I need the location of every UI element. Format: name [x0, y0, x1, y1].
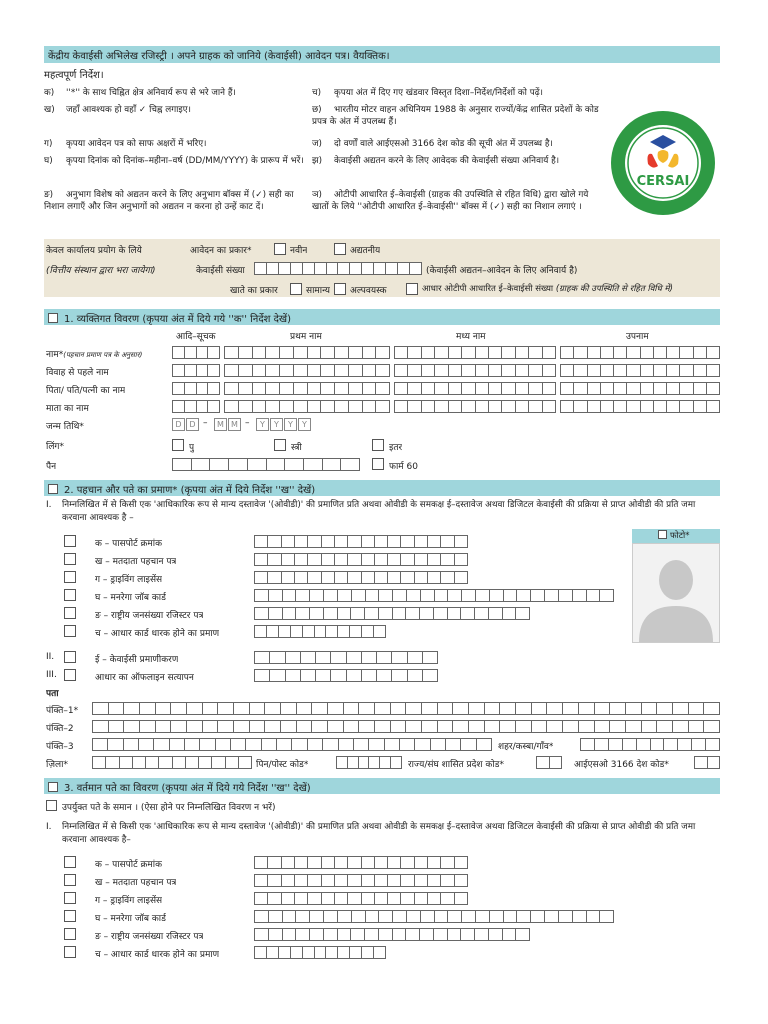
- doc-input-0[interactable]: [254, 535, 468, 548]
- offline-input: [254, 669, 438, 682]
- middle-name-input-3[interactable]: [394, 400, 556, 413]
- doc-checkbox-0[interactable]: [64, 856, 76, 868]
- doc-label-0: क – पासपोर्ट क्रमांक: [95, 860, 163, 870]
- doc-label-4: ङ – राष्ट्रीय जनसंख्या रजिस्टर पत्र: [95, 932, 204, 942]
- update-label: अद्यतनीय: [350, 246, 381, 256]
- first-name-input-0[interactable]: [224, 346, 390, 359]
- middle-name-input-2[interactable]: [394, 382, 556, 395]
- s2-intro: निम्नलिखित में से किसी एक 'आधिकारिक रूप से मान्य दस्तावेज '(ओवीडी)' की प्रमाणित प्रति अथवा ओवीडी के समकक्ष ई–दस्तावेज अथवा डिजिटल केवाईसी की प्रक्रिया से प्राप्त ओवीडी की प्रति जमा करवाना आवश्यक है –: [62, 500, 696, 523]
- address-line1-input[interactable]: [92, 702, 720, 715]
- cersai-logo: [608, 108, 718, 218]
- otp-label: आधार ओटीपी आधारित ई–केवाईसी संख्या (ग्राहक की उपस्थिति से रहित विधि में): [422, 284, 673, 294]
- doc-input-3[interactable]: [254, 589, 614, 602]
- instruction-right-2: छ) भारतीय मोटर वाहन अधिनियम 1988 के अनुसार राज्यों/केंद्र शासित प्रदेशों के कोड प्रपत्र के अंत में उपलब्ध हैं।: [312, 105, 599, 127]
- prefix-input-1[interactable]: [172, 364, 220, 377]
- iso-label: आईएसओ 3166 देश कोड*: [574, 760, 669, 770]
- ekyc-input: [254, 651, 438, 664]
- ekyc-label: ई – केवाईसी प्रमाणीकरण: [95, 655, 179, 665]
- section2-checkbox[interactable]: [48, 484, 58, 494]
- district-label: ज़िला*: [46, 760, 68, 770]
- pin-input[interactable]: [336, 756, 402, 769]
- kyc-required-note: (केवाईसी अद्यतन–आवेदन के लिए अनिवार्य है): [426, 266, 578, 276]
- prefix-input-3[interactable]: [172, 400, 220, 413]
- instruction-left-1: क) ''*'' के साथ चिह्नित क्षेत्र अनिवार्य रूप से भरे जाने हैं।: [44, 88, 236, 98]
- office-only-label: केवल कार्यालय प्रयोग के लिये: [46, 246, 142, 256]
- col-first-name: प्रथम नाम: [290, 332, 322, 342]
- normal-checkbox[interactable]: [290, 283, 302, 295]
- doc-label-2: ग – ड्राइविंग लाइसेंस: [95, 575, 163, 585]
- city-label: शहर/कस्बा/गाँव*: [498, 742, 554, 752]
- s3-roman-1: I.: [46, 822, 52, 832]
- dob-label: जन्म तिथि*: [46, 422, 84, 432]
- doc-checkbox-2[interactable]: [64, 571, 76, 583]
- doc-input-5: [254, 625, 386, 638]
- s2-roman-1: I.: [46, 500, 52, 510]
- s2-roman-3: III.: [46, 670, 57, 680]
- s3-intro: निम्नलिखित में से किसी एक 'आधिकारिक रूप से मान्य दस्तावेज '(ओवीडी)' की प्रमाणित प्रति अथवा ओवीडी के समकक्ष ई–दस्तावेज अथवा डिजिटल केवाईसी की प्रक्रिया से प्राप्त ओवीडी की प्रति जमा करवाना आवश्यक है–: [62, 822, 696, 845]
- office-note: (वित्तीय संस्थान द्वारा भरा जायेगा): [46, 266, 156, 276]
- doc-input-0[interactable]: [254, 856, 468, 869]
- dob-month-input[interactable]: M M: [214, 418, 242, 431]
- doc-checkbox-5[interactable]: [64, 625, 76, 637]
- dob-year-input[interactable]: Y Y Y Y: [256, 418, 312, 431]
- last-name-input-2[interactable]: [560, 382, 720, 395]
- middle-name-input-0[interactable]: [394, 346, 556, 359]
- line3-label: पंक्ति–3: [46, 742, 74, 752]
- doc-input-2[interactable]: [254, 571, 468, 584]
- section3-header[interactable]: 3. वर्तमान पते का विवरण (कृपया अंत में दिये गये निर्देश ''ख'' देखें): [44, 778, 720, 794]
- doc-label-2: ग – ड्राइविंग लाइसेंस: [95, 896, 163, 906]
- doc-input-4[interactable]: [254, 928, 530, 941]
- doc-label-1: ख – मतदाता पहचान पत्र: [95, 557, 177, 567]
- dob-day-input[interactable]: D D: [172, 418, 200, 431]
- section3-checkbox[interactable]: [48, 782, 58, 792]
- last-name-input-3[interactable]: [560, 400, 720, 413]
- doc-input-5: [254, 946, 386, 959]
- section1-header[interactable]: 1. व्यक्तिगत विवरण (कृपया अंत में दिये गये ''क'' निर्देश देखें): [44, 309, 720, 325]
- form60-label: फार्म 60: [389, 462, 418, 472]
- doc-input-4[interactable]: [254, 607, 530, 620]
- iso-input[interactable]: [694, 756, 720, 769]
- form60-checkbox[interactable]: [372, 458, 384, 470]
- doc-checkbox-0[interactable]: [64, 535, 76, 547]
- same-address-checkbox[interactable]: [46, 800, 57, 811]
- instruction-left-4: घ) कृपया दिनांक को दिनांक–महीना–वर्ष (DD/MM/YYYY) के प्रारूप में भरें।: [44, 156, 304, 166]
- otp-checkbox[interactable]: [406, 283, 418, 295]
- form-title-bar: [44, 46, 720, 63]
- instruction-right-5: ञ) ओटीपी आधारित ई–केवाईसी (ग्राहक की उपस्थिति से रहित विधि) द्वारा खोले गये खातों के लिये ''ओटीपी आधारित ई–केवाईसी'' बॉक्स में (✓) सही का निशान लगाएं ।: [312, 190, 589, 212]
- state-input[interactable]: [536, 756, 562, 769]
- doc-label-1: ख – मतदाता पहचान पत्र: [95, 878, 177, 888]
- instructions-heading: महत्वपूर्ण निर्देश।: [44, 70, 104, 81]
- doc-input-1[interactable]: [254, 553, 468, 566]
- other-gender-checkbox[interactable]: [372, 439, 384, 451]
- logo-text: CERSAI: [636, 174, 690, 189]
- doc-checkbox-5[interactable]: [64, 946, 76, 958]
- doc-label-0: क – पासपोर्ट क्रमांक: [95, 539, 163, 549]
- minor-checkbox[interactable]: [334, 283, 346, 295]
- col-prefix: आदि–सूचक: [176, 332, 216, 342]
- line1-label: पंक्ति–1*: [46, 706, 79, 716]
- minor-label: अल्पवयस्क: [350, 286, 387, 296]
- pan-input[interactable]: [172, 458, 360, 471]
- doc-input-2[interactable]: [254, 892, 468, 905]
- doc-checkbox-3[interactable]: [64, 910, 76, 922]
- male-checkbox[interactable]: [172, 439, 184, 451]
- instruction-right-3: ज) दो वर्णों वाले आईएसओ 3166 देश कोड की सूची अंत में उपलब्ध है।: [312, 139, 553, 149]
- first-name-input-2[interactable]: [224, 382, 390, 395]
- doc-label-5: च – आधार कार्ड धारक होने का प्रमाण: [95, 629, 220, 639]
- new-checkbox[interactable]: [274, 243, 286, 255]
- instruction-left-5: ङ) अनुभाग विशेष को अद्यतन करने के लिए अनुभाग बॉक्स में (✓) सही का निशान लगाएँ और जिन अनुभागों को अद्यतन न करना हो उन्हें काट दें।: [44, 190, 294, 212]
- line2-label: पंक्ति–2: [46, 724, 74, 734]
- last-name-input-0[interactable]: [560, 346, 720, 359]
- dob-sep-1: –: [203, 418, 208, 428]
- instruction-right-1: च) कृपया अंत में दिए गए खंडवार विस्तृत दिशा–निर्देश/निर्देशों को पढ़ें।: [312, 88, 544, 98]
- state-label: राज्य/संघ शासित प्रदेश कोड*: [408, 760, 504, 770]
- maiden-name-label: विवाह से पहले नाम: [46, 368, 109, 378]
- first-name-input-3[interactable]: [224, 400, 390, 413]
- prefix-input-0[interactable]: [172, 346, 220, 359]
- address-heading: पता: [46, 689, 59, 699]
- pin-label: पिन/पोस्ट कोड*: [256, 760, 309, 770]
- dob-sep-2: –: [245, 418, 250, 428]
- col-last-name: उपनाम: [626, 332, 649, 342]
- offline-checkbox[interactable]: [64, 669, 76, 681]
- other-gender-label: इतर: [389, 443, 403, 453]
- photo-checkbox[interactable]: [658, 530, 667, 539]
- male-label: पु: [189, 443, 195, 453]
- ekyc-checkbox[interactable]: [64, 651, 76, 663]
- doc-checkbox-1[interactable]: [64, 874, 76, 886]
- app-type-label: आवेदन का प्रकार*: [190, 246, 252, 256]
- middle-name-input-1[interactable]: [394, 364, 556, 377]
- gender-label: लिंग*: [46, 442, 65, 452]
- doc-input-3[interactable]: [254, 910, 614, 923]
- doc-label-4: ङ – राष्ट्रीय जनसंख्या रजिस्टर पत्र: [95, 611, 204, 621]
- prefix-input-2[interactable]: [172, 382, 220, 395]
- kyc-number-label: केवाईसी संख्या: [196, 266, 245, 276]
- photo-header: फोटो*: [632, 529, 720, 543]
- photo-placeholder[interactable]: [632, 543, 720, 643]
- new-label: नवीन: [290, 246, 308, 256]
- form-title: केंद्रीय केवाईसी अभिलेख रजिस्ट्री । अपने ग्राहक को जानिये (केवाईसी) आवेदन पत्र। वैयक्तिक।: [48, 51, 390, 62]
- doc-checkbox-4[interactable]: [64, 928, 76, 940]
- doc-checkbox-4[interactable]: [64, 607, 76, 619]
- district-input[interactable]: [92, 756, 252, 769]
- female-checkbox[interactable]: [274, 439, 286, 451]
- kyc-number-input[interactable]: [254, 262, 422, 275]
- instruction-right-4: झ) केवाईसी अद्यतन करने के लिए आवेदक की केवाईसी संख्या अनिवार्य है।: [312, 156, 560, 166]
- instruction-left-2: ख) जहाँ आवश्यक हो वहाँ ✓ चिह्न लगाइए।: [44, 105, 191, 115]
- address-line3-input[interactable]: [92, 738, 492, 751]
- section1-checkbox[interactable]: [48, 313, 58, 323]
- update-checkbox[interactable]: [334, 243, 346, 255]
- city-input[interactable]: [580, 738, 720, 751]
- doc-checkbox-1[interactable]: [64, 553, 76, 565]
- pan-label: पैन: [46, 462, 57, 472]
- s2-roman-2: II.: [46, 652, 55, 662]
- col-middle-name: मध्य नाम: [456, 332, 486, 342]
- offline-label: आधार का ऑफलाइन सत्यापन: [95, 673, 194, 683]
- same-address-label: उपर्युक्त पते के समान । (ऐसा होने पर निम्नलिखित विवरण न भरें): [62, 803, 276, 813]
- father-name-label: पिता/ पति/पत्नी का नाम: [46, 386, 126, 396]
- name-label: नाम*(पहचान प्रमाण पत्र के अनुसार): [46, 350, 143, 360]
- account-type-label: खाते का प्रकार: [230, 286, 278, 296]
- section2-header[interactable]: 2. पहचान और पते का प्रमाण* (कृपया अंत में दिये निर्देश ''ख'' देखें): [44, 480, 720, 496]
- doc-checkbox-3[interactable]: [64, 589, 76, 601]
- doc-label-5: च – आधार कार्ड धारक होने का प्रमाण: [95, 950, 220, 960]
- doc-label-3: घ – मनरेगा जॉब कार्ड: [95, 914, 166, 924]
- first-name-input-1[interactable]: [224, 364, 390, 377]
- instruction-left-3: ग) कृपया आवेदन पत्र को साफ अक्षरों में भरिए।: [44, 139, 207, 149]
- doc-input-1[interactable]: [254, 874, 468, 887]
- normal-label: सामान्य: [306, 286, 331, 296]
- female-label: स्त्री: [291, 443, 302, 453]
- mother-name-label: माता का नाम: [46, 404, 89, 414]
- last-name-input-1[interactable]: [560, 364, 720, 377]
- address-line2-input[interactable]: [92, 720, 720, 733]
- person-icon: [633, 544, 719, 642]
- doc-label-3: घ – मनरेगा जॉब कार्ड: [95, 593, 166, 603]
- doc-checkbox-2[interactable]: [64, 892, 76, 904]
